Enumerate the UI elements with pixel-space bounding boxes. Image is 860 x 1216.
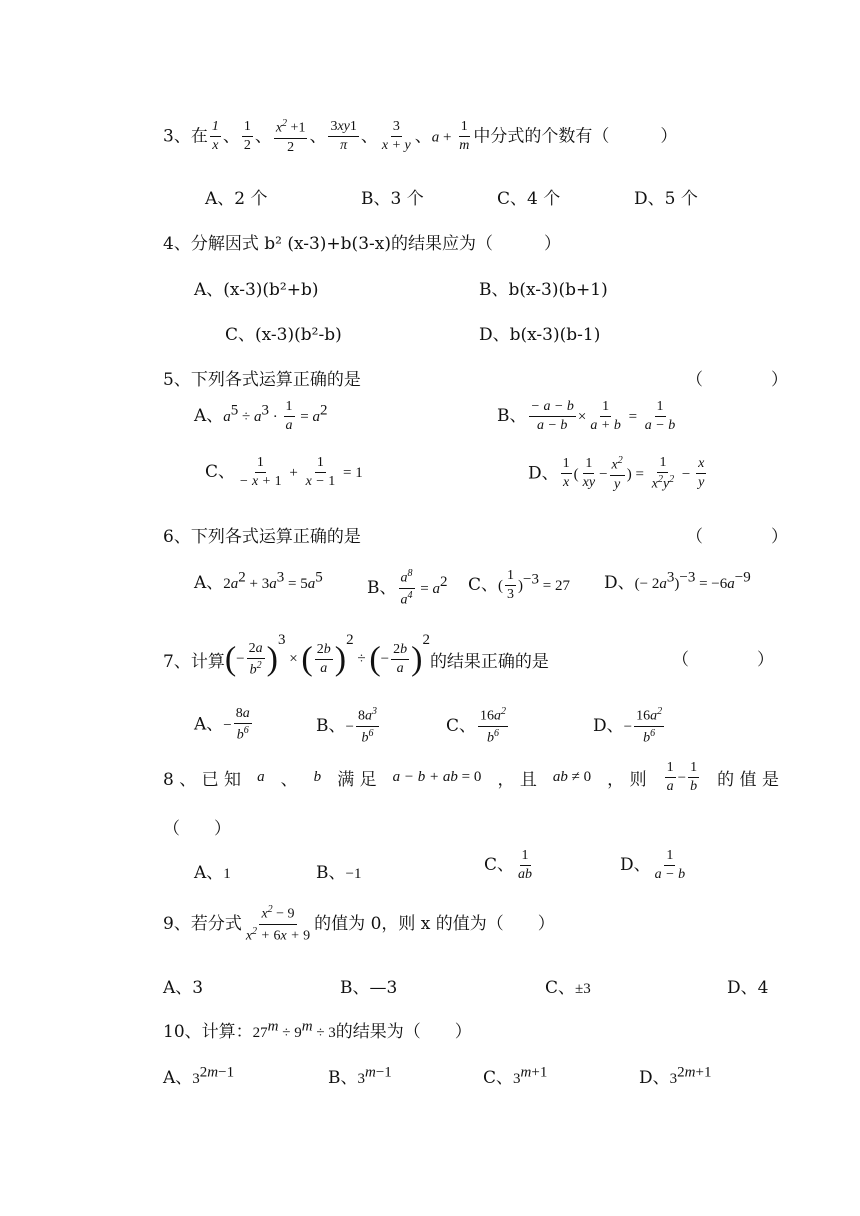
label: A、 [163, 1068, 193, 1088]
label: A、 [194, 406, 224, 427]
q4-option-b: B、b(x-3)(b+1) [479, 280, 608, 300]
label: B、 [367, 577, 397, 598]
q8-text-5: ， 则 [607, 770, 647, 791]
q7-option-d: D、− $\frac{16a^2}{b^6}$ [593, 706, 663, 746]
q5-answer-paren: （ ） [686, 370, 788, 390]
q3-option-b: B、3 个 [361, 189, 424, 209]
q9-prefix: 9、若分式 [163, 913, 242, 934]
q8-text-6: 的 值 是 [717, 770, 779, 791]
label: D、 [639, 1068, 670, 1088]
q8-text-4: ， 且 [497, 770, 537, 791]
q8-text-3: 满 足 [337, 770, 377, 791]
q8-text-1: 8 、 已 知 [163, 770, 242, 791]
q8-var-a: a [257, 769, 265, 786]
label: A、 [194, 714, 224, 735]
q3-frac-2: $\frac{1}{2}$ [243, 119, 251, 154]
q7-suffix: 的结果正确的是 [429, 652, 549, 672]
q9-option-a: A、3 [163, 978, 204, 998]
label: D、 [620, 855, 651, 876]
sep: 、 [414, 126, 432, 147]
q7-option-c: C、 $\frac{16a^2}{b^6}$ [446, 706, 507, 746]
q4-option-d: D、b(x-3)(b-1) [479, 325, 601, 345]
q7-option-a: A、− $\frac{8a}{b^6}$ [194, 706, 250, 743]
q10-suffix: 的结果为（ ） [335, 1022, 472, 1042]
label: C、 [446, 715, 477, 736]
q10-option-a: A、$3^{2m-1}$ [163, 1064, 235, 1088]
q8-var-b: b [313, 769, 322, 786]
q3-frac-3: $\frac{x^2 +1}{2}$ [275, 118, 306, 155]
q8-option-b: B、−1 [316, 863, 362, 883]
label: B、 [316, 715, 346, 736]
question-7: 7、计算(− $\frac{2a}{b^2}$ )$^3$ × ( $\frac{2b}{a}$ )$^2$ ÷ (− $\frac{2b}{a}$ )$^2$的结果正确的是 [163, 632, 549, 678]
question-3: 3、在 $\frac{1}{x}$ 、 $\frac{1}{2}$ 、 $\frac{x^2 +1}{2}$ 、 $\frac{3xy1}{\pi}$ 、 $\frac{3}{x + y}$ 、a + $\frac{1}{m}$ 中分式的个数有（ ） [163, 118, 678, 155]
q10-option-d: D、$3^{2m+1}$ [639, 1064, 712, 1088]
q7-answer-paren: （ ） [672, 650, 774, 670]
question-6: 6、下列各式运算正确的是 [163, 527, 361, 547]
question-8 [163, 760, 779, 795]
sep: 、 [254, 126, 272, 147]
q7-option-b: B、− $\frac{8a^3}{b^6}$ [316, 706, 377, 746]
question-10: 10、计算：$27^m \div 9^m \div 3$的结果为（ ） [163, 1018, 472, 1042]
q3-frac-4: $\frac{3xy1}{\pi}$ [330, 119, 357, 154]
q9-suffix: 的值为 0，则 x 的值为（ ） [314, 913, 555, 934]
q5-option-b: B、 $\frac{- a - b}{a - b}$ × $\frac{1}{a + b}$ = $\frac{1}{a - b}$ [497, 399, 676, 434]
q10-option-c: C、$3^{m+1}$ [483, 1064, 548, 1088]
label: D、 [593, 715, 624, 736]
q9-option-c: C、±3 [545, 978, 591, 998]
sep: 、 [309, 126, 327, 147]
q10-option-b: B、$3^{m-1}$ [328, 1064, 392, 1088]
label: A、 [194, 573, 224, 593]
q5-option-d: D、 $\frac{1}{x}$ ( $\frac{1}{xy}$ − $\frac{x^2}{y}$ ) = $\frac{1}{x^2y^2}$ − $\frac{x}{y}$ [528, 455, 705, 492]
label: D、 [528, 463, 559, 484]
q3-suffix: 中分式的个数有（ ） [473, 126, 678, 147]
q3-expr-6: a [431, 129, 440, 146]
q8-expression: $\frac{1}{a}$ − $\frac{1}{b}$ [666, 760, 698, 795]
sep: 、 [222, 126, 240, 147]
q8-option-a: A、1 [194, 863, 231, 883]
question-4: 4、分解因式 b² (x-3)+b(3-x)的结果应为（ ） [163, 234, 561, 254]
q5-option-a: A、$a^5 \div a^3$ · $\frac{1}{a}$ = $a^2$ [194, 399, 328, 434]
q5-option-c: C、 $\frac{1}{- x + 1}$ + $\frac{1}{x - 1}$ = 1 [205, 455, 363, 490]
q3-option-c: C、4 个 [497, 189, 561, 209]
q3-frac-5: $\frac{3}{x + y}$ [381, 119, 411, 154]
q6-answer-paren: （ ） [686, 527, 788, 547]
q4-option-c: C、(x-3)(b²-b) [225, 325, 342, 345]
label: D、 [604, 573, 635, 593]
sep: 、 [360, 126, 378, 147]
q6-option-b: B、 $\frac{a^8}{a^4}$ = $a^2$ [367, 568, 448, 608]
q6-option-a: A、$2a^2 + 3a^3 = 5a^5$ [194, 569, 323, 593]
label: B、 [316, 863, 346, 883]
q9-option-b: B、—3 [340, 978, 398, 998]
label: B、 [328, 1068, 358, 1088]
q6-option-d: D、(− $2a^3)^{-3} = -6a^{-9}$ [604, 569, 751, 593]
label: C、 [205, 462, 236, 483]
label: C、 [468, 575, 499, 596]
q10-prefix: 10、计算： [163, 1022, 253, 1042]
q8-option-c: C、 $\frac{1}{ab}$ [484, 848, 533, 883]
question-5: 5、下列各式运算正确的是 [163, 370, 361, 390]
q8-condition: a − b + ab = 0 [392, 769, 482, 786]
q8-option-d: D、 $\frac{1}{a - b}$ [620, 848, 686, 883]
q4-option-a: A、(x-3)(b²+b) [194, 280, 319, 300]
label: B、 [497, 406, 527, 427]
q3-frac-1: $\frac{1}{x}$ [211, 119, 219, 154]
label: A、 [194, 863, 224, 883]
q9-option-d: D、4 [727, 978, 769, 998]
q6-option-c: C、( $\frac{1}{3}$ )$^{-3}$ = 27 [468, 568, 570, 603]
q8-nonzero: ab ≠ 0 [552, 769, 592, 786]
label: C、 [545, 978, 576, 998]
q8-answer-paren: （ ） [163, 819, 231, 839]
q7-prefix: 7、计算 [163, 652, 225, 672]
q8-text-2: 、 [280, 770, 298, 791]
q3-option-a: A、2 个 [205, 189, 268, 209]
label: C、 [483, 1068, 514, 1088]
q3-option-d: D、5 个 [634, 189, 698, 209]
label: C、 [484, 855, 515, 876]
question-9: 9、若分式 $\frac{x^2 - 9}{x^2 + 6x + 9}$ 的值为 0，则 x 的值为（ ） [163, 904, 555, 944]
q3-prefix: 3、在 [163, 126, 208, 147]
q3-frac-6: $\frac{1}{m}$ [459, 119, 470, 154]
